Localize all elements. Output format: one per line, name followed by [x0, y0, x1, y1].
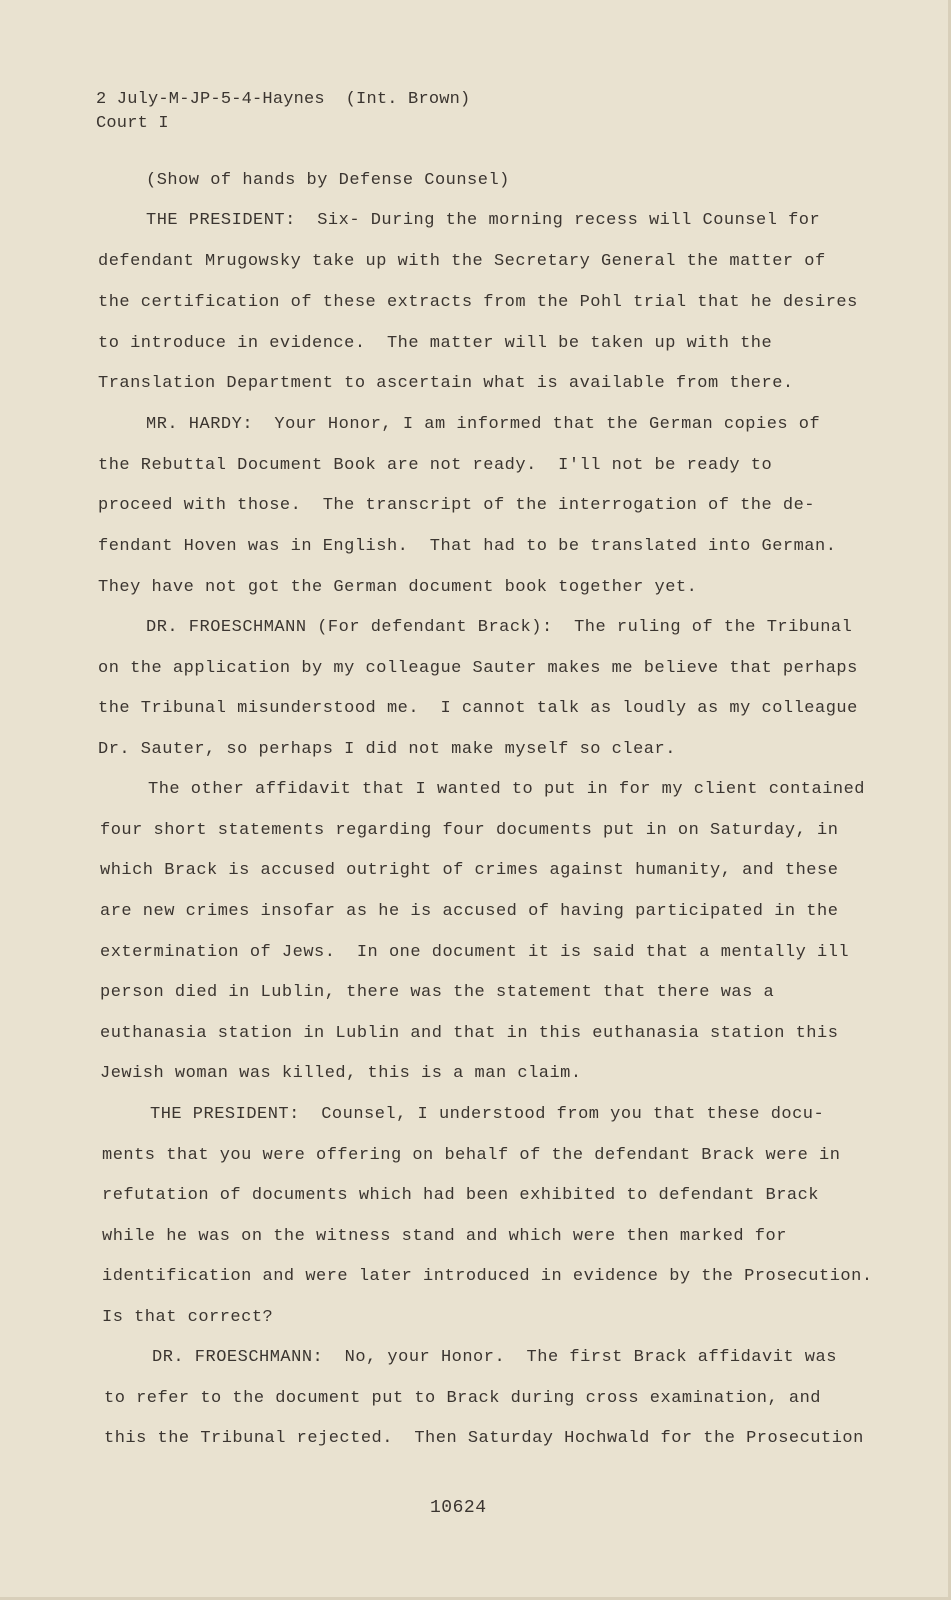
text-line: person died in Lublin, there was the statement that there was a: [100, 983, 775, 1002]
text-line: to refer to the document put to Brack during cross examination, and: [104, 1389, 822, 1408]
transcript-header: [96, 88, 470, 136]
text-line: THE PRESIDENT: Counsel, I understood from you that these docu-: [150, 1105, 825, 1124]
text-line: THE PRESIDENT: Six- During the morning recess will Counsel for: [146, 211, 821, 230]
text-line: The other affidavit that I wanted to put in for my client contained: [148, 780, 866, 799]
text-line: ments that you were offering on behalf of the defendant Brack were in: [102, 1146, 841, 1165]
text-line: four short statements regarding four documents put in on Saturday, in: [100, 821, 839, 840]
text-line: Jewish woman was killed, this is a man claim.: [100, 1064, 582, 1083]
text-line: on the application by my colleague Sauter makes me believe that perhaps: [98, 659, 858, 678]
text-line: defendant Mrugowsky take up with the Secretary General the matter of: [98, 252, 826, 271]
text-line: are new crimes insofar as he is accused of having participated in the: [100, 902, 839, 921]
text-line: refutation of documents which had been exhibited to defendant Brack: [102, 1186, 820, 1205]
text-line: which Brack is accused outright of crimes against humanity, and these: [100, 861, 839, 880]
text-line: the Rebuttal Document Book are not ready. I'll not be ready to: [98, 456, 773, 475]
text-line: Translation Department to ascertain what is available from there.: [98, 374, 794, 393]
text-line: They have not got the German document book together yet.: [98, 578, 698, 597]
text-line: this the Tribunal rejected. Then Saturday Hochwald for the Prosecution: [104, 1429, 864, 1448]
text-line: fendant Hoven was in English. That had to be translated into German.: [98, 537, 837, 556]
text-line: MR. HARDY: Your Honor, I am informed that the German copies of: [146, 415, 821, 434]
text-line: euthanasia station in Lublin and that in this euthanasia station this: [100, 1024, 839, 1043]
page-number: 10624: [430, 1498, 487, 1518]
text-line: proceed with those. The transcript of the interrogation of the de-: [98, 496, 816, 515]
text-line: while he was on the witness stand and which were then marked for: [102, 1227, 787, 1246]
text-line: Dr. Sauter, so perhaps I did not make myself so clear.: [98, 740, 676, 759]
header-session-line: 2 July-M-JP-5-4-Haynes (Int. Brown): [96, 90, 471, 109]
text-line: to introduce in evidence. The matter will be taken up with the: [98, 334, 773, 353]
text-line: identification and were later introduced in evidence by the Prosecution.: [102, 1267, 873, 1286]
header-court-line: Court I: [96, 114, 169, 133]
text-line: Is that correct?: [102, 1308, 274, 1327]
text-line: extermination of Jews. In one document it is said that a mentally ill: [100, 943, 850, 962]
text-line: DR. FROESCHMANN: No, your Honor. The first Brack affidavit was: [152, 1348, 837, 1367]
text-line: the Tribunal misunderstood me. I cannot talk as loudly as my colleague: [98, 699, 858, 718]
text-line: the certification of these extracts from the Pohl trial that he desires: [98, 293, 858, 312]
text-line: DR. FROESCHMANN (For defendant Brack): The ruling of the Tribunal: [146, 618, 853, 637]
text-line: (Show of hands by Defense Counsel): [146, 171, 510, 190]
